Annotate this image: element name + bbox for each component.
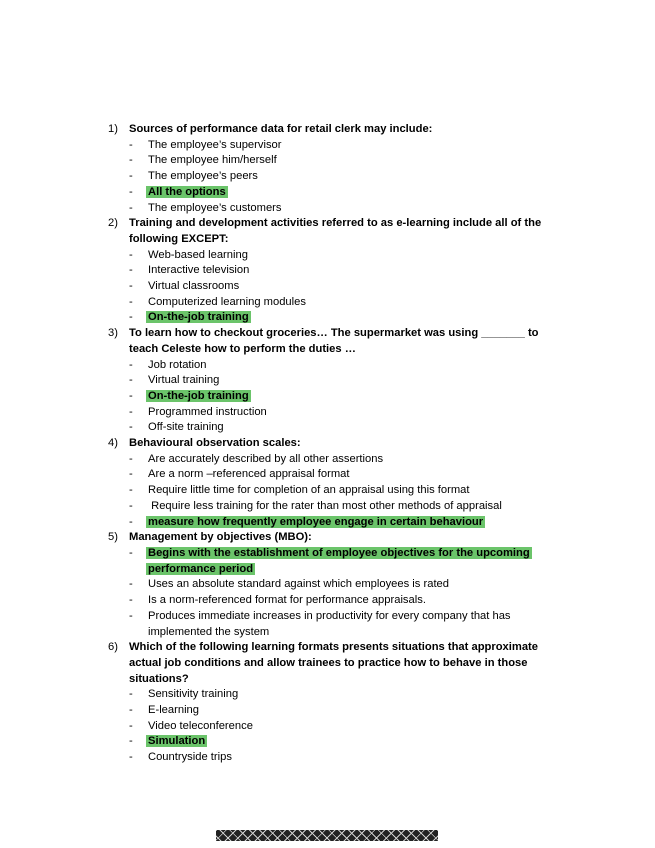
option-container (148, 373, 558, 389)
option-text: Is a norm-referenced format for performance appraisals. (148, 594, 426, 607)
dash-bullet: - (129, 719, 133, 732)
answer-option (108, 499, 558, 515)
answer-option (108, 577, 558, 593)
option-container (148, 420, 558, 436)
dash-bullet: - (129, 374, 133, 387)
answer-option (108, 750, 558, 766)
option-container (148, 515, 558, 531)
question-4 (108, 436, 558, 452)
question-6 (108, 640, 558, 687)
option-text: Job rotation (148, 358, 207, 371)
answer-option (108, 169, 558, 185)
dash-bullet: - (129, 546, 133, 559)
dash-bullet: - (129, 138, 133, 151)
answer-option (108, 703, 558, 719)
dash-bullet: - (129, 389, 133, 402)
option-container (148, 185, 558, 201)
answer-option (108, 279, 558, 295)
option-text: Interactive television (148, 264, 250, 277)
option-text: Produces immediate increases in productivity for every company that has implemented the system (148, 609, 511, 638)
option-container (148, 248, 558, 264)
question-text: Behavioural observation scales: (129, 437, 301, 450)
option-container (148, 310, 558, 326)
dash-bullet: - (129, 280, 133, 293)
dash-bullet: - (129, 688, 133, 701)
answer-option-correct (108, 515, 558, 531)
option-text: Require less training for the rater than most other methods of appraisal (148, 499, 502, 512)
option-text: Video teleconference (148, 719, 253, 732)
answer-option (108, 138, 558, 154)
dash-bullet: - (129, 295, 133, 308)
dash-bullet: - (129, 751, 133, 764)
option-text: The employee’s customers (148, 201, 282, 214)
option-text: On-the-job training (148, 389, 249, 402)
option-container (148, 295, 558, 311)
dash-bullet: - (129, 735, 133, 748)
question-number: 2) (108, 217, 118, 230)
answer-option-correct (108, 185, 558, 201)
question-text: Sources of performance data for retail clerk may include: (129, 123, 433, 135)
option-container (148, 577, 558, 593)
option-text: Off-site training (148, 421, 224, 434)
answer-option (108, 687, 558, 703)
dash-bullet: - (129, 264, 133, 277)
option-text: Are a norm –referenced appraisal format (148, 468, 350, 481)
dash-bullet: - (129, 499, 133, 512)
question-text: Management by objectives (MBO): (129, 531, 312, 544)
dash-bullet: - (129, 170, 133, 183)
option-text: The employee’s supervisor (148, 138, 282, 151)
option-container (148, 263, 558, 279)
answer-option (108, 420, 558, 436)
question-number: 1) (108, 123, 118, 135)
answer-option (108, 263, 558, 279)
option-container (148, 138, 558, 154)
answer-option (108, 373, 558, 389)
option-text: Begins with the establishment of employee objectives for the upcoming performance period (148, 546, 530, 575)
question-5 (108, 530, 558, 546)
option-text: E-learning (148, 704, 199, 717)
question-number: 4) (108, 437, 118, 450)
option-container (148, 593, 558, 609)
question-number: 3) (108, 327, 118, 340)
option-text: Virtual classrooms (148, 280, 240, 293)
option-container (148, 389, 558, 405)
answer-option-correct (108, 310, 558, 326)
answer-option (108, 405, 558, 421)
option-text: Countryside trips (148, 751, 232, 764)
dash-bullet: - (129, 154, 133, 167)
dash-bullet: - (129, 484, 133, 497)
question-text: To learn how to checkout groceries… The supermarket was using _______ to teach Celeste how to perform the duties … (129, 327, 539, 355)
question-list (108, 122, 558, 766)
answer-option (108, 295, 558, 311)
dash-bullet: - (129, 248, 133, 261)
dash-bullet: - (129, 358, 133, 371)
answer-option-correct (108, 389, 558, 405)
dash-bullet: - (129, 311, 133, 324)
dash-bullet: - (129, 704, 133, 717)
dash-bullet: - (129, 452, 133, 465)
option-container (148, 483, 558, 499)
option-container (148, 358, 558, 374)
question-text: Training and development activities referred to as e-learning include all of the following EXCEPT: (129, 217, 542, 245)
option-container (148, 169, 558, 185)
option-text: Simulation (148, 735, 206, 748)
answer-option (108, 248, 558, 264)
option-container (148, 279, 558, 295)
option-container (148, 405, 558, 421)
option-text: Programmed instruction (148, 405, 267, 418)
option-container (148, 734, 558, 750)
option-container (148, 201, 558, 217)
answer-option (108, 201, 558, 217)
option-container (148, 546, 558, 577)
option-container (148, 703, 558, 719)
answer-option (108, 153, 558, 169)
question-1 (108, 122, 558, 138)
dash-bullet: - (129, 515, 133, 528)
option-text: Web-based learning (148, 248, 248, 261)
option-text: Sensitivity training (148, 688, 239, 701)
answer-option (108, 719, 558, 735)
question-number: 5) (108, 531, 118, 544)
option-text: Require little time for completion of an appraisal using this format (148, 484, 470, 497)
question-2 (108, 216, 558, 247)
option-text: All the options (148, 185, 226, 198)
dash-bullet: - (129, 468, 133, 481)
option-container (148, 452, 558, 468)
answer-option (108, 467, 558, 483)
question-text: Which of the following learning formats presents situations that approximate actual job conditions and allow trainees to practice how to behave in those situations? (129, 641, 539, 685)
option-container (148, 609, 558, 640)
dash-bullet: - (129, 405, 133, 418)
option-text: On-the-job training (148, 311, 249, 324)
dash-bullet: - (129, 185, 133, 198)
option-text: measure how frequently employee engage in certain behaviour (148, 515, 484, 528)
dash-bullet: - (129, 594, 133, 607)
dash-bullet: - (129, 421, 133, 434)
option-text: The employee him/herself (148, 154, 277, 167)
option-text: Computerized learning modules (148, 295, 306, 308)
answer-option-correct (108, 546, 558, 577)
dash-bullet: - (129, 609, 133, 622)
option-container (148, 153, 558, 169)
option-text: The employee’s peers (148, 170, 258, 183)
answer-option-correct (108, 734, 558, 750)
question-3 (108, 326, 558, 357)
option-text: Virtual training (148, 374, 220, 387)
option-text: Uses an absolute standard against which employees is rated (148, 578, 449, 591)
option-container (148, 499, 558, 515)
option-container (148, 750, 558, 766)
option-container (148, 687, 558, 703)
answer-option (108, 609, 558, 640)
option-text: Are accurately described by all other assertions (148, 452, 384, 465)
answer-option (108, 593, 558, 609)
option-container (148, 719, 558, 735)
answer-option (108, 483, 558, 499)
answer-option (108, 452, 558, 468)
dash-bullet: - (129, 201, 133, 214)
answer-option (108, 358, 558, 374)
redacted-footer-bar (216, 830, 438, 841)
dash-bullet: - (129, 578, 133, 591)
question-number: 6) (108, 641, 118, 654)
option-container (148, 467, 558, 483)
